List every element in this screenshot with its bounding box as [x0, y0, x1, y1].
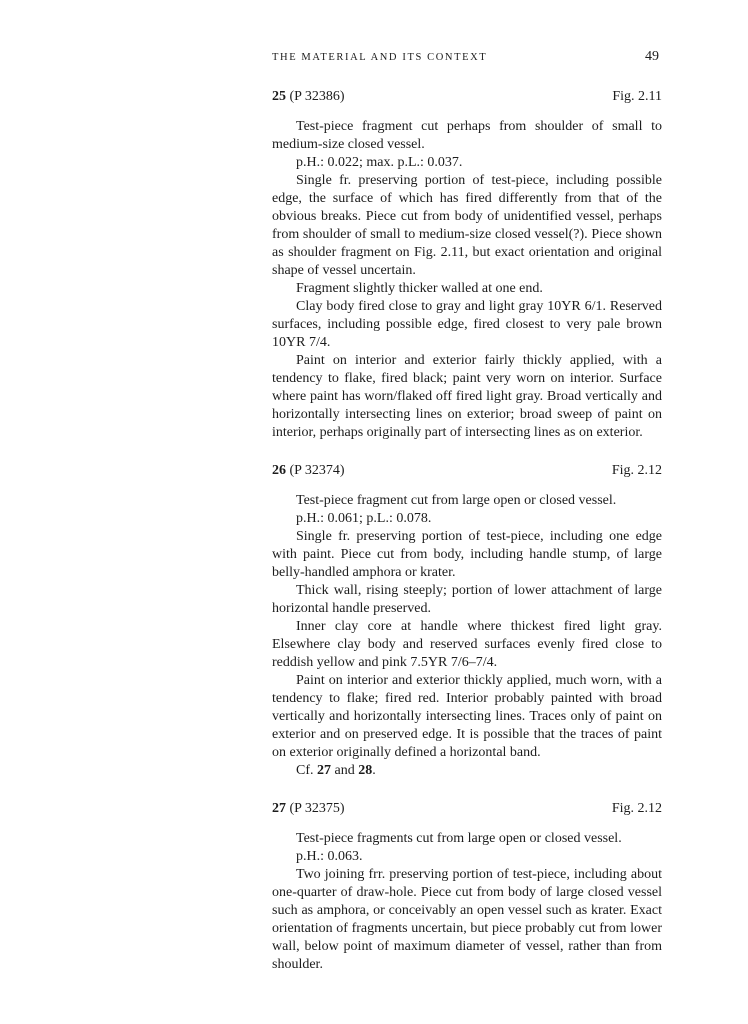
figure-reference: Fig. 2.11 [612, 89, 662, 104]
catalog-entry-27 [272, 800, 662, 974]
entry-number: 26 [272, 463, 290, 478]
description-paragraph: Single fr. preserving portion of test-piece, including one edge with paint. Piece cut from body, including handle stump, of large belly-handled amphora or krater. [272, 529, 662, 580]
cf-ref-28: 28 [358, 763, 373, 778]
entry-heading [272, 88, 662, 106]
entry-heading [272, 800, 662, 818]
figure-reference: Fig. 2.12 [611, 801, 662, 816]
description-paragraph: Test-piece fragment cut perhaps from shoulder of small to medium-size closed vessel. [272, 119, 662, 152]
text-column [272, 88, 662, 994]
description-paragraph: Paint on interior and exterior fairly thickly applied, with a tendency to flake, fired black; paint very worn on interior. Surface where paint has worn/flaked off fired light gray. Broad vertically and horizontally intersecting lines on exterior; broad sweep of paint on interior, perhaps originally part of intersecting lines as on exterior. [272, 353, 662, 440]
description-paragraph: Paint on interior and exterior thickly applied, much worn, with a tendency to flake; fired red. Interior probably painted with broad vertically and horizontally intersecting lines. Traces only of paint on exterior and on preserved edge. It is possible that the traces of paint on exterior originally defined a horizontal band. [272, 673, 662, 760]
entry-number: 25 [272, 89, 290, 104]
description-paragraph: Inner clay core at handle where thickest fired light gray. Elsewhere clay body and reserved surfaces evenly fired close to reddish yellow and pink 7.5YR 7/6–7/4. [272, 619, 662, 670]
figure-reference: Fig. 2.12 [611, 463, 662, 478]
running-head-title: THE MATERIAL AND ITS CONTEXT [272, 52, 488, 63]
inventory-number: (P 32386) [289, 89, 345, 104]
catalog-entry-26 [272, 462, 662, 780]
page-number: 49 [645, 49, 659, 64]
dimensions-paragraph: p.H.: 0.061; p.L.: 0.078. [296, 511, 432, 526]
cf-suffix: . [372, 763, 376, 778]
inventory-number: (P 32374) [289, 463, 345, 478]
catalog-entry-25 [272, 88, 662, 442]
inventory-number: (P 32375) [289, 801, 345, 816]
cross-reference [272, 762, 662, 780]
entry-heading [272, 462, 662, 480]
entry-number: 27 [272, 801, 290, 816]
dimensions-paragraph: p.H.: 0.063. [296, 849, 363, 864]
cf-ref-27: 27 [317, 763, 331, 778]
cf-and: and [331, 763, 359, 778]
description-paragraph: Two joining frr. preserving portion of test-piece, including about one-quarter of draw-hole. Piece cut from body of large closed vessel such as amphora, or conceivably an open vessel such as krater. Exact orientation of fragments uncertain, but piece probably cut from lower wall, below point of maximum diameter of vessel, rather than from shoulder. [272, 867, 662, 972]
description-paragraph: Test-piece fragment cut from large open or closed vessel. [296, 493, 617, 508]
description-paragraph: Single fr. preserving portion of test-piece, including possible edge, the surface of which has fired differently from that of the obvious breaks. Piece cut from body of unidentified vessel, perhaps from shoulder of small to medium-size closed vessel(?). Piece shown as shoulder fragment on Fig. 2.11, but exact orientation and original shape of vessel uncertain. [272, 173, 662, 278]
description-paragraph: Fragment slightly thicker walled at one end. [296, 281, 543, 296]
dimensions-paragraph: p.H.: 0.022; max. p.L.: 0.037. [296, 155, 463, 170]
description-paragraph: Test-piece fragments cut from large open or closed vessel. [296, 831, 622, 846]
cf-prefix: Cf. [296, 763, 317, 778]
description-paragraph: Thick wall, rising steeply; portion of lower attachment of large horizontal handle preserved. [272, 583, 662, 616]
description-paragraph: Clay body fired close to gray and light gray 10YR 6/1. Reserved surfaces, including possible edge, fired closest to very pale brown 10YR 7/4. [272, 299, 662, 350]
